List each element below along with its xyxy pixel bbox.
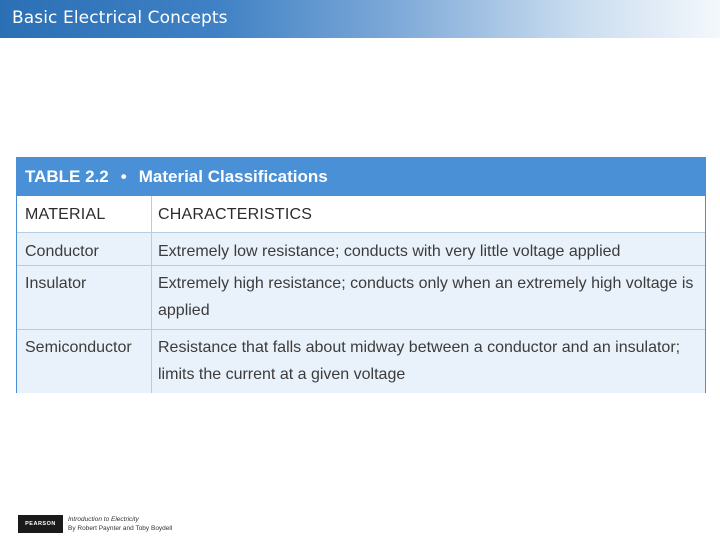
pearson-logo: PEARSON (18, 515, 63, 533)
table-row (17, 330, 705, 393)
caption-bullet: • (120, 167, 127, 186)
material-cell: Conductor (17, 233, 152, 265)
book-title: Introduction to Electricity (68, 516, 139, 523)
characteristics-cell: Resistance that falls about midway between a conductor and an insulator; limits the current at a given voltage (158, 339, 681, 383)
characteristics-cell: Extremely high resistance; conducts only when an extremely high voltage is applied (158, 275, 694, 319)
table-caption-bar (17, 158, 705, 196)
table-grid (17, 196, 705, 393)
characteristics-cell: Extremely low resistance; conducts with very little voltage applied (158, 243, 621, 260)
title-bar (0, 0, 720, 38)
material-cell: Insulator (17, 266, 152, 329)
table-header-row (17, 196, 705, 233)
table-row (17, 266, 705, 330)
footer-credits (68, 515, 172, 533)
column-header-material: MATERIAL (17, 196, 152, 232)
book-authors: By Robert Paynter and Toby Boydell (68, 525, 173, 532)
table-number: TABLE 2.2 (25, 167, 109, 186)
table-row (17, 233, 705, 266)
material-table (16, 157, 706, 393)
slide-title: Basic Electrical Concepts (12, 8, 228, 28)
material-cell: Semiconductor (17, 330, 152, 393)
table-title: Material Classifications (138, 167, 328, 186)
column-header-characteristics: CHARACTERISTICS (158, 206, 313, 223)
table-caption (25, 167, 328, 187)
